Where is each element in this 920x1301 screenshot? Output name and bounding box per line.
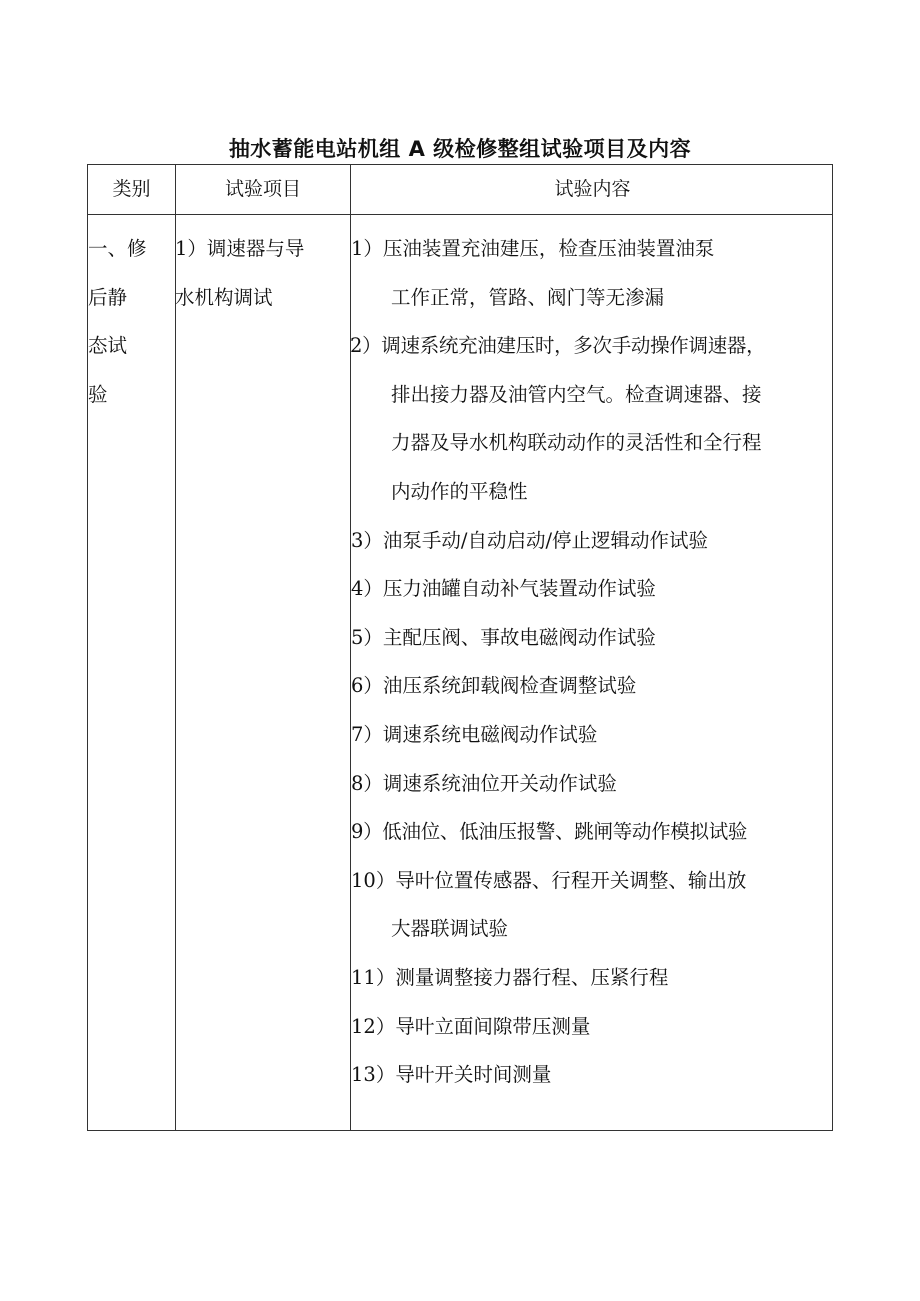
content-line: 大器联调试验 <box>391 917 509 941</box>
test-item-line: 1）调速器与导 <box>175 237 305 260</box>
header-category: 类别 <box>112 178 151 200</box>
category-line: 后静 <box>88 285 128 309</box>
test-items-table <box>87 164 833 1131</box>
content-line: 力器及导水机构联动动作的灵活性和全行程 <box>391 431 762 455</box>
category-line: 验 <box>88 382 108 406</box>
header-test-content: 试验内容 <box>554 178 631 200</box>
content-line: 4）压力油罐自动补气装置动作试验 <box>351 577 656 601</box>
content-line: 13）导叶开关时间测量 <box>351 1063 552 1087</box>
content-line: 10）导叶位置传感器、行程开关调整、输出放 <box>351 868 747 892</box>
test-content-cell <box>351 225 837 1100</box>
content-line: 8）调速系统油位开关动作试验 <box>351 771 617 795</box>
content-line: 9）低油位、低油压报警、跳闸等动作模拟试验 <box>351 820 748 844</box>
content-line: 6）油压系统卸载阀检查调整试验 <box>351 674 637 698</box>
test-item-line: 水机构调试 <box>175 285 273 309</box>
content-line: 12）导叶立面间隙带压测量 <box>351 1014 591 1038</box>
category-cell <box>88 225 174 419</box>
category-line: 一、修 <box>88 237 147 260</box>
content-line: 3）油泵手动/自动启动/停止逻辑动作试验 <box>351 528 709 552</box>
content-line: 5）主配压阀、事故电磁阀动作试验 <box>351 625 656 649</box>
category-line: 态试 <box>88 334 128 358</box>
content-line: 1）压油装置充油建压，检查压油装置油泵 <box>351 237 715 260</box>
content-line: 工作正常，管路、阀门等无渗漏 <box>391 285 665 309</box>
content-line: 排出接力器及油管内空气。检查调速器、接 <box>391 382 762 406</box>
content-line: 11）测量调整接力器行程、压紧行程 <box>351 965 669 989</box>
header-divider <box>88 214 832 215</box>
content-line: 2）调速系统充油建压时，多次手动操作调速器， <box>350 334 766 358</box>
document-title: 抽水蓄能电站机组 A 级检修整组试验项目及内容 <box>228 137 692 161</box>
header-test-item: 试验项目 <box>224 178 301 200</box>
content-line: 7）调速系统电磁阀动作试验 <box>351 722 598 746</box>
content-line: 内动作的平稳性 <box>391 479 528 503</box>
test-item-cell <box>175 225 349 322</box>
